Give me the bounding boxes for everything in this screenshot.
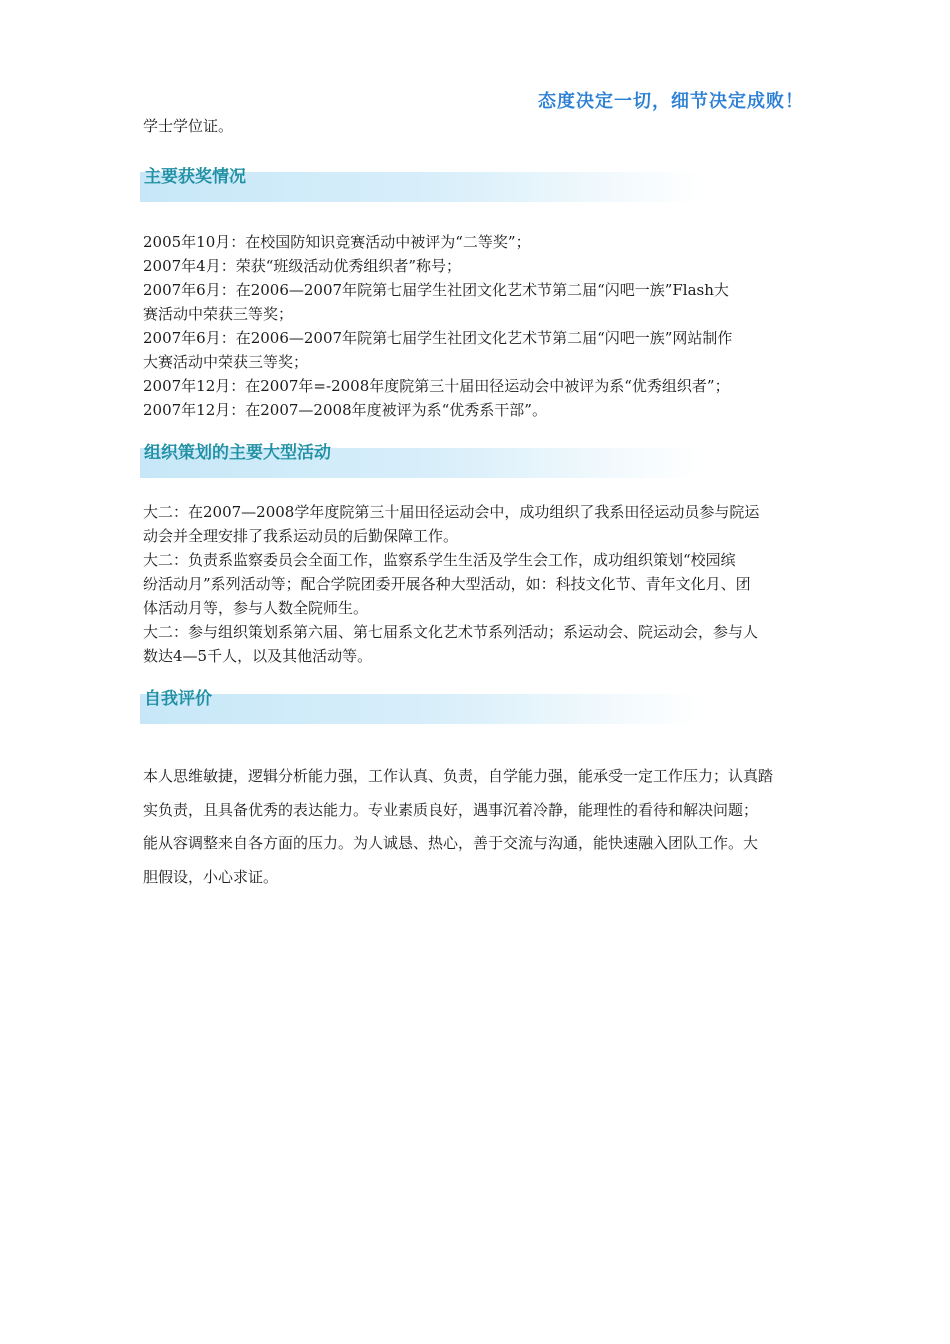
award-line: 2005年10月：在校国防知识竞赛活动中被评为“二等奖”； — [143, 233, 531, 251]
header-motto: 态度决定一切，细节决定成败！ — [538, 91, 804, 112]
awards-section-header — [140, 167, 700, 202]
award-line: 2007年4月：荣获“班级活动优秀组织者”称号； — [143, 257, 462, 275]
award-line: 2007年6月：在2006—2007年院第七届学生社团文化艺术节第二届“闪吧一族”网站制作 — [143, 329, 733, 347]
activity-line: 体活动月等，参与人数全院师生。 — [143, 599, 369, 617]
award-line: 大赛活动中荣获三等奖； — [143, 353, 309, 371]
self-evaluation-section-header — [140, 689, 700, 724]
award-line: 赛活动中荣获三等奖； — [143, 305, 294, 323]
activity-line: 大二：负责系监察委员会全面工作，监察系学生生活及学生会工作，成功组织策划“校园缤 — [143, 551, 736, 569]
award-line: 2007年12月：在2007年=-2008年度院第三十届田径运动会中被评为系“优秀组织者”； — [143, 377, 730, 395]
self-evaluation-section-title: 自我评价 — [144, 689, 212, 709]
self-evaluation-line: 本人思维敏捷，逻辑分析能力强，工作认真、负责，自学能力强，能承受一定工作压力；认真踏 — [143, 767, 774, 785]
activity-line: 大二：参与组织策划系第六届、第七届系文化艺术节系列活动；系运动会、院运动会，参与人 — [143, 623, 759, 641]
self-evaluation-line: 实负责，且具备优秀的表达能力。专业素质良好，遇事沉着冷静，能理性的看待和解决问题； — [143, 800, 759, 819]
self-evaluation-line: 胆假设，小心求证。 — [143, 867, 279, 886]
awards-section-title: 主要获奖情况 — [144, 167, 246, 187]
activities-section-title: 组织策划的主要大型活动 — [144, 443, 331, 463]
awards-list — [143, 230, 809, 422]
activity-line: 大二：在2007—2008学年度院第三十届田径运动会中，成功组织了我系田径运动员参与院运 — [143, 503, 760, 521]
activity-line: 纷活动月”系列活动等；配合学院团委开展各种大型活动，如：科技文化节、青年文化月、团 — [143, 575, 751, 593]
activity-line: 动会并全理安排了我系运动员的后勤保障工作。 — [143, 527, 459, 545]
intro-tail-text: 学士学位证。 — [143, 117, 234, 135]
self-evaluation-line: 能从容调整来自各方面的压力。为人诚恳、热心，善于交流与沟通，能快速融入团队工作。大 — [143, 834, 759, 852]
award-line: 2007年12月：在2007—2008年度被评为系“优秀系干部”。 — [143, 401, 547, 419]
activities-list — [143, 500, 809, 668]
activity-line: 数达4—5千人，以及其他活动等。 — [143, 647, 373, 665]
activities-section-header — [140, 443, 700, 478]
award-line: 2007年6月：在2006—2007年院第七届学生社团文化艺术节第二届“闪吧一族”Flash大 — [143, 281, 729, 299]
self-evaluation-text — [143, 760, 809, 894]
resume-content — [143, 114, 809, 894]
